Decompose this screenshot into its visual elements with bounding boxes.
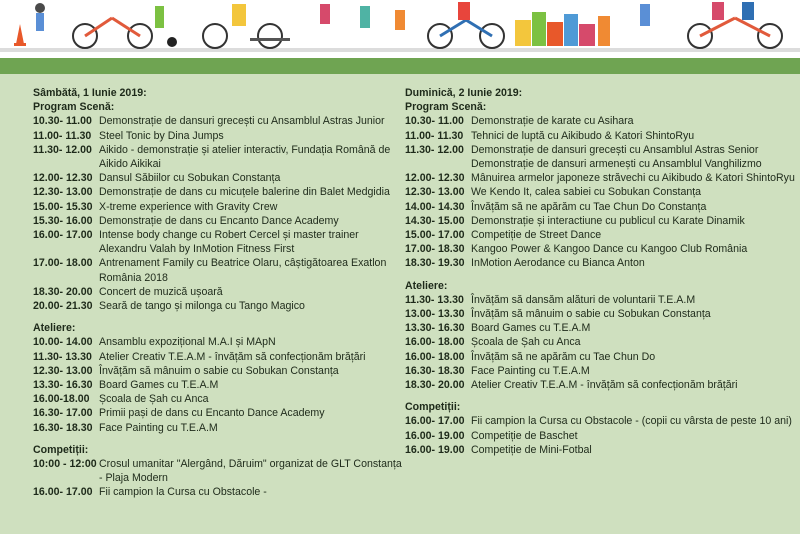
schedule-item bbox=[405, 350, 795, 364]
day-title: Sâmbătă, 1 Iunie 2019: bbox=[33, 87, 147, 99]
schedule-item bbox=[33, 378, 403, 392]
item-time: 17.00- 18.30 bbox=[405, 243, 465, 256]
item-time: 12.00- 12.30 bbox=[405, 172, 465, 185]
day-title: Duminică, 2 Iunie 2019: bbox=[405, 87, 523, 99]
item-description: Crosul umanitar "Alergând, Dăruim" organizat de GLT Constanța - Plaja Modern bbox=[99, 458, 402, 485]
item-time: 16.00- 18.00 bbox=[405, 350, 465, 363]
schedule-item bbox=[405, 321, 795, 335]
item-description: Seară de tango și milonga cu Tango Magico bbox=[99, 300, 305, 313]
item-time: 11.00- 11.30 bbox=[405, 129, 464, 142]
schedule-item bbox=[405, 228, 795, 242]
header-illustration bbox=[0, 0, 800, 58]
item-description: Școala de Șah cu Anca bbox=[99, 393, 209, 406]
item-time: 15.00- 15.30 bbox=[33, 200, 93, 213]
item-description: Intense body change cu Robert Cercel și master trainer Alexandru Valah by InMotion Fitness First bbox=[99, 229, 359, 256]
item-time: 16.30- 18.30 bbox=[33, 421, 93, 434]
schedule-list bbox=[33, 114, 403, 313]
item-time: 16.00- 18.00 bbox=[405, 336, 465, 349]
item-description: Face Painting cu T.E.A.M bbox=[471, 364, 590, 377]
item-time: 18.30- 19.30 bbox=[405, 257, 465, 270]
item-description: Aikido - demonstrație și atelier interactiv, Fundația Română de Aikido Aikikai bbox=[99, 143, 391, 171]
schedule-list bbox=[405, 414, 795, 457]
item-description: Școala de Șah cu Anca bbox=[471, 336, 581, 349]
schedule-list bbox=[405, 114, 795, 270]
schedule-item bbox=[33, 299, 403, 313]
schedule-item bbox=[405, 364, 795, 378]
schedule-item bbox=[33, 171, 403, 185]
schedule-item bbox=[405, 293, 795, 307]
item-description: Fii campion la Cursa cu Obstacole - (copii cu vârsta de peste 10 ani) bbox=[471, 415, 792, 428]
item-time: 12.00- 12.30 bbox=[33, 172, 93, 185]
item-description: Kangoo Power & Kangoo Dance cu Kangoo Club România bbox=[471, 243, 748, 256]
item-description: Competiție de Mini-Fotbal bbox=[471, 443, 592, 456]
item-time bbox=[405, 157, 471, 171]
item-time: 16.30- 18.30 bbox=[405, 364, 465, 377]
schedule-item bbox=[405, 214, 795, 228]
item-time: 15.00- 17.00 bbox=[405, 229, 465, 242]
sunday-column bbox=[405, 86, 795, 457]
item-description: Ansamblu expozițional M.A.I și MApN bbox=[99, 336, 276, 349]
item-time: 16.00- 19.00 bbox=[405, 429, 465, 442]
schedule-item bbox=[405, 143, 795, 157]
schedule-item bbox=[33, 185, 403, 199]
schedule-item bbox=[33, 364, 403, 378]
item-description: InMotion Aerodance cu Bianca Anton bbox=[471, 257, 645, 270]
schedule-list bbox=[33, 457, 403, 500]
item-description: Mânuirea armelor japoneze străvechi cu Aikibudo & Katori ShintoRyu bbox=[471, 172, 795, 185]
item-description: Competiție de Street Dance bbox=[471, 229, 602, 242]
schedule-item bbox=[33, 256, 403, 284]
item-time: 10.00- 14.00 bbox=[33, 336, 93, 349]
item-description: Demonstrație de dansuri grecești cu Ansamblul Astras Senior bbox=[471, 143, 759, 156]
schedule-item bbox=[405, 414, 795, 428]
item-description: Concert de muzică ușoară bbox=[99, 285, 223, 298]
item-time: 18.30- 20.00 bbox=[405, 379, 465, 392]
item-time: 12.30- 13.00 bbox=[405, 186, 465, 199]
item-time: 11.30- 12.00 bbox=[405, 143, 464, 156]
item-description: Demonstrație de karate cu Asihara bbox=[471, 115, 634, 128]
schedule-item bbox=[405, 307, 795, 321]
schedule-item bbox=[33, 485, 403, 499]
item-description: Tehnici de luptă cu Aikibudo & Katori ShintoRyu bbox=[471, 129, 695, 142]
item-description: We Kendo It, calea sabiei cu Sobukan Constanța bbox=[471, 186, 702, 199]
item-time: 20.00- 21.30 bbox=[33, 300, 93, 313]
section-title: Program Scenă: bbox=[33, 101, 115, 114]
schedule-item bbox=[33, 114, 403, 128]
item-time: 12.30- 13.00 bbox=[33, 364, 93, 377]
schedule-item bbox=[405, 171, 795, 185]
schedule-item bbox=[405, 242, 795, 256]
item-time: 15.30- 16.00 bbox=[33, 214, 93, 227]
item-time: 16.00- 17.00 bbox=[33, 486, 93, 499]
schedule-item bbox=[405, 429, 795, 443]
schedule-item bbox=[33, 392, 403, 406]
item-description: Învățăm să mânuim o sabie cu Sobukan Constanța bbox=[471, 308, 711, 321]
item-description: Board Games cu T.E.A.M bbox=[471, 322, 591, 335]
item-time: 14.00- 14.30 bbox=[405, 200, 465, 213]
item-time: 11.30- 13.30 bbox=[405, 293, 464, 306]
section-title: Competiții: bbox=[33, 443, 89, 456]
section-title: Ateliere: bbox=[405, 279, 448, 292]
item-time: 11.30- 12.00 bbox=[33, 143, 92, 156]
schedule-item bbox=[33, 335, 403, 349]
schedule-item bbox=[33, 421, 403, 435]
item-description: Demonstrație și interactiune cu publicul cu Karate Dinamik bbox=[471, 214, 745, 227]
schedule-item bbox=[33, 285, 403, 299]
schedule-item bbox=[33, 143, 403, 171]
item-time: 13.00- 13.30 bbox=[405, 308, 465, 321]
item-description: Antrenament Family cu Beatrice Olaru, câștigătoarea Exatlon România 2018 bbox=[99, 257, 387, 284]
item-time: 16.00- 17.00 bbox=[33, 229, 93, 242]
item-time: 16.00-18.00 bbox=[33, 393, 90, 406]
schedule-item bbox=[33, 406, 403, 420]
item-time: 10.30- 11.00 bbox=[33, 115, 92, 128]
item-time: 14.30- 15.00 bbox=[405, 214, 465, 227]
schedule-item bbox=[33, 129, 403, 143]
item-time: 11.30- 13.30 bbox=[33, 350, 92, 363]
item-description: Primii pași de dans cu Encanto Dance Academy bbox=[99, 407, 325, 420]
schedule-item bbox=[405, 114, 795, 128]
item-time: 12.30- 13.00 bbox=[33, 186, 93, 199]
item-description: Demonstrație de dansuri grecești cu Ansamblul Astras Junior bbox=[99, 115, 385, 128]
item-time: 10:00 - 12:00 bbox=[33, 458, 97, 471]
item-time: 16.30- 17.00 bbox=[33, 407, 93, 420]
item-description: Învățăm să mânuim o sabie cu Sobukan Constanța bbox=[99, 364, 339, 377]
saturday-column bbox=[33, 86, 403, 500]
schedule-item bbox=[33, 228, 403, 256]
item-time: 13.30- 16.30 bbox=[405, 322, 465, 335]
item-description: Board Games cu T.E.A.M bbox=[99, 379, 219, 392]
schedule-item bbox=[33, 214, 403, 228]
item-time: 16.00- 19.00 bbox=[405, 443, 465, 456]
item-description: Atelier Creativ T.E.A.M - învățăm să confecționăm brățări bbox=[471, 379, 738, 392]
schedule-item bbox=[405, 256, 795, 270]
item-description: Învățăm să dansăm alături de voluntarii T.E.A.M bbox=[471, 293, 696, 306]
item-description: Demonstrație de dans cu micuțele balerine din Balet Medgidia bbox=[99, 186, 390, 199]
section-title: Ateliere: bbox=[33, 322, 76, 335]
schedule-item bbox=[33, 457, 403, 485]
sports-illustration-icon bbox=[0, 0, 800, 58]
schedule-item bbox=[405, 378, 795, 392]
schedule-item bbox=[405, 443, 795, 457]
section-title: Program Scenă: bbox=[405, 101, 487, 114]
schedule-item bbox=[405, 335, 795, 349]
item-description: Dansul Săbiilor cu Sobukan Constanța bbox=[99, 172, 281, 185]
item-description: Atelier Creativ T.E.A.M - învățăm să confecționăm brățări bbox=[99, 350, 366, 363]
item-time: 10.30- 11.00 bbox=[405, 115, 464, 128]
item-description: Demonstrație de dansuri armenești cu Ansamblul Vanghilizmo bbox=[471, 158, 762, 171]
item-description: X-treme experience with Gravity Crew bbox=[99, 200, 278, 213]
item-time: 11.00- 11.30 bbox=[33, 129, 92, 142]
schedule-list bbox=[33, 335, 403, 434]
item-description: Învățăm să ne apărăm cu Tae Chun Do Constanța bbox=[471, 200, 707, 213]
schedule-item bbox=[405, 129, 795, 143]
section-title: Competiții: bbox=[405, 401, 461, 414]
schedule-item bbox=[33, 200, 403, 214]
header-band bbox=[0, 58, 800, 74]
item-description: Competiție de Baschet bbox=[471, 429, 578, 442]
schedule-list bbox=[405, 293, 795, 392]
schedule-item bbox=[405, 157, 795, 171]
item-description: Face Painting cu T.E.A.M bbox=[99, 421, 218, 434]
schedule-item bbox=[405, 185, 795, 199]
item-time: 13.30- 16.30 bbox=[33, 379, 93, 392]
item-description: Demonstrație de dans cu Encanto Dance Academy bbox=[99, 214, 339, 227]
item-time: 18.30- 20.00 bbox=[33, 285, 93, 298]
schedule-item bbox=[33, 350, 403, 364]
item-time: 17.00- 18.00 bbox=[33, 257, 93, 270]
item-time: 16.00- 17.00 bbox=[405, 415, 465, 428]
schedule-item bbox=[405, 200, 795, 214]
item-description: Învățăm să ne apărăm cu Tae Chun Do bbox=[471, 350, 656, 363]
item-description: Fii campion la Cursa cu Obstacole - bbox=[99, 486, 267, 499]
item-description: Steel Tonic by Dina Jumps bbox=[99, 129, 224, 142]
